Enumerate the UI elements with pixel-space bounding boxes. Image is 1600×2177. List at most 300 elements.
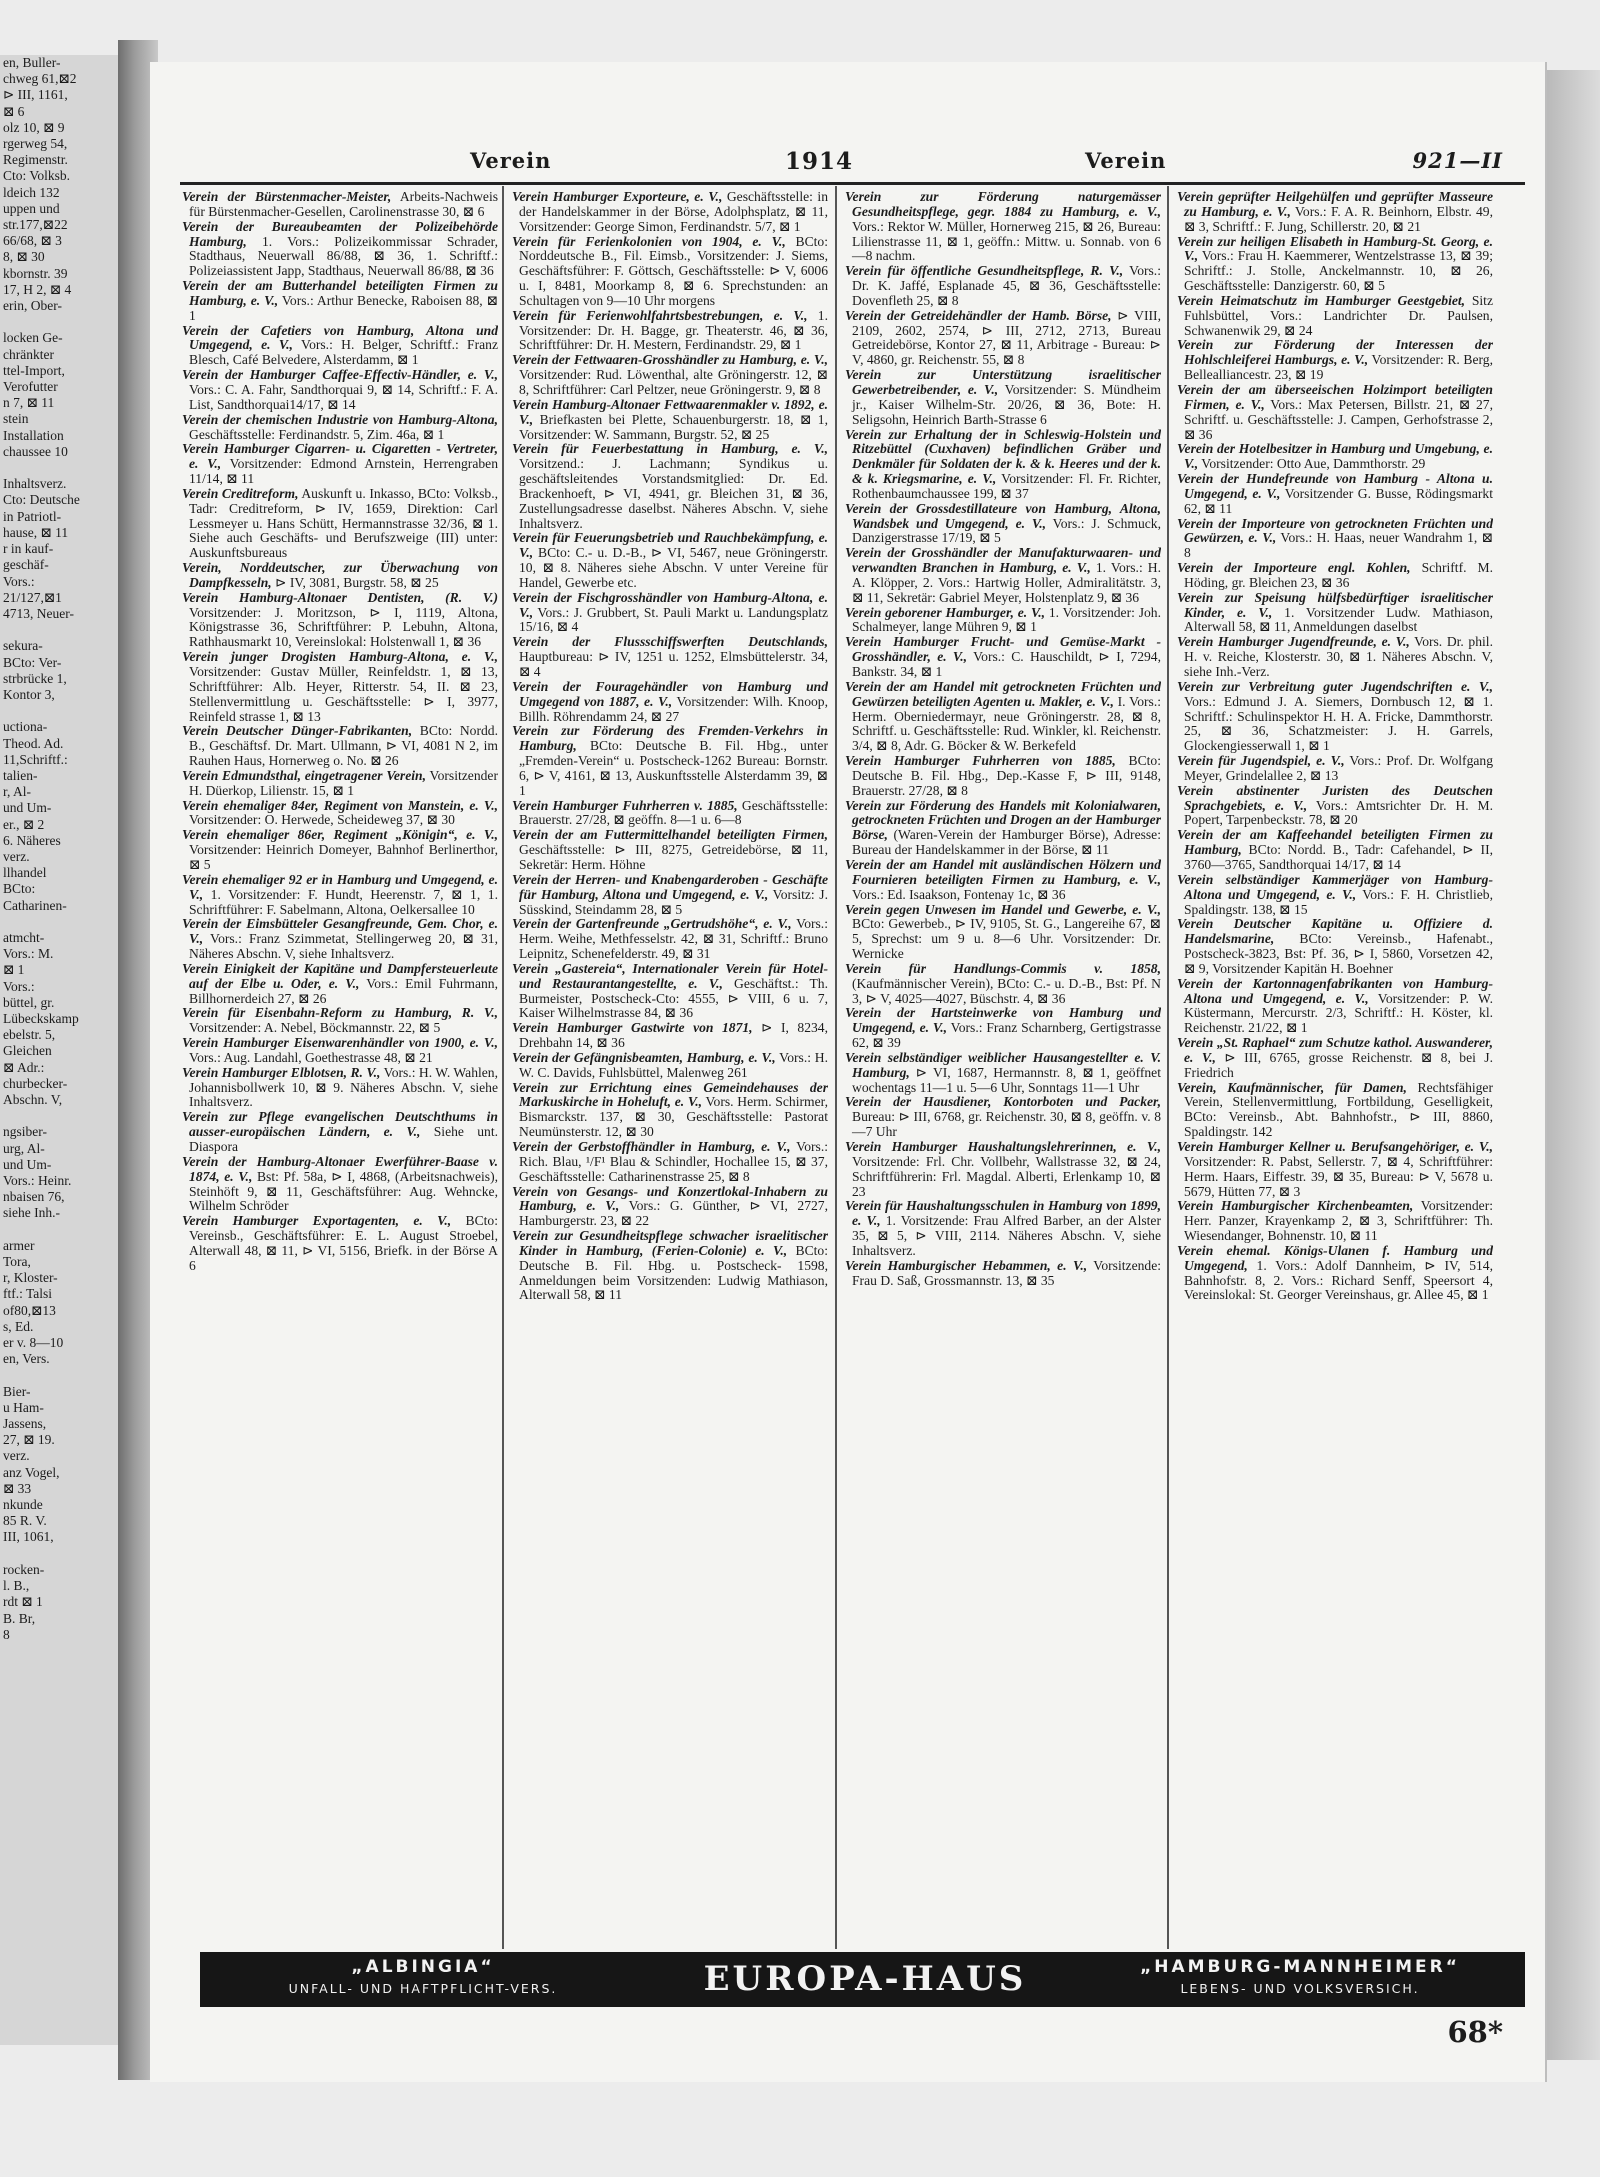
entry-details: Vorsitzender: Otto Aue, Dammthorstr. 29 <box>1198 456 1426 472</box>
left-page-line: Regimenstr. <box>3 152 68 168</box>
entry-heading: Verein Hamburger Fuhrherren von 1885, <box>845 753 1116 769</box>
entry-heading: Verein Hamburger Frucht- und Gemüse-Markt - Grosshändler, e. V., <box>845 634 1161 665</box>
entry-details: Geschäftst.: Th. Burmeister, Postscheck-Cto: 4555, ⊳ VIII, 6 u. 7, Kaiser Wilhelmstrasse 84, ⊠ 36 <box>519 975 828 1021</box>
entry-heading: Verein zur Unterstützung israelitischer Gewerbetreibender, e. V., <box>845 367 1161 397</box>
entry-heading: Verein der Hartsteinwerke von Hamburg und Umgegend, e. V., <box>845 1005 1161 1036</box>
entry-heading: Verein Hamburger Elblotsen, R. V., <box>182 1064 381 1080</box>
directory-entry <box>510 635 828 680</box>
directory-entry <box>843 1006 1161 1051</box>
entry-details: Vorsitz: J. Süsskind, Steindamm 28, ⊠ 5 <box>519 886 828 917</box>
entry-details: Geschäftsstelle: ⊳ III, 8275, Getreidebörse, ⊠ 11, Sekretär: Herm. Höhne <box>519 842 828 872</box>
entry-heading: Verein selbständiger weiblicher Hausangestellter e. V. Hamburg, <box>845 1049 1161 1080</box>
entry-details: Vors.: Franz Scharnberg, Gertigstrasse 62, ⊠ 39 <box>852 1020 1161 1051</box>
entry-heading: Verein der am Futtermittelhandel beteiligten Firmen, <box>512 827 828 843</box>
entry-heading: Verein der Hamburger Caffee-Effectiv-Händler, e. V., <box>182 367 498 383</box>
left-page-line: of80,⊠13 <box>3 1302 56 1318</box>
entry-heading: Verein, Norddeutscher, zur Überwachung von Dampfkesseln, <box>182 560 498 590</box>
entry-heading: Verein Hamburger Fuhrherren v. 1885, <box>512 797 738 813</box>
entry-details: 1. Vors.: H. A. Klöpper, 2. Vors.: Hartwig Holler, Admiralitätstr. 3, ⊠ 11, Sekretär: Gabriel Meyer, Holstenplatz 9, ⊠ 36 <box>852 560 1161 605</box>
entry-details: ⊳ VIII, 2109, 2602, 2574, ⊳ III, 2712, 2713, Bureau Getreidebörse, Kontor 27, ⊠ 11, Arbitrage - Bureau: ⊳ V, 4860, gr. Reichenstr. 55, ⊠ 8 <box>852 307 1161 368</box>
directory-entry <box>843 680 1161 754</box>
entry-heading: Verein Deutscher Dünger-Fabrikanten, <box>182 723 413 739</box>
directory-entry <box>510 1081 828 1140</box>
left-page-line: 4713, Neuer- <box>3 605 74 621</box>
entry-heading: Verein „St. Raphael“ zum Schutze kathol. Auswanderer, e. V., <box>1177 1035 1493 1065</box>
directory-entry <box>180 1155 498 1214</box>
left-page-line: 66/68, ⊠ 3 <box>3 233 62 249</box>
directory-entry <box>843 606 1161 636</box>
entry-heading: Verein für Jugendspiel, e. V., <box>1177 753 1345 769</box>
directory-entry <box>843 903 1161 962</box>
column-divider <box>1167 186 1169 1949</box>
left-page-line: rgerweg 54, <box>3 136 68 152</box>
entry-details: Vors.: F. A. R. Beinhorn, Elbstr. 49, ⊠ 3, Schriftf.: F. Jung, Schillerstr. 20, ⊠ 21 <box>1184 203 1493 234</box>
entry-heading: Verein zur Pflege evangelischen Deutschthums in ausser-europäischen Ländern, e. V., <box>182 1109 498 1140</box>
left-page-line: Cto: Volksb. <box>3 168 71 184</box>
entry-heading: Verein zur Förderung naturgemässer Gesundheitspflege, gegr. 1884 zu Hamburg, e. V., <box>845 190 1161 219</box>
left-page-line: anz Vogel, <box>3 1464 60 1480</box>
entry-details: ⊳ I, 8234, Drehbahn 14, ⊠ 36 <box>519 1020 828 1051</box>
left-page-line: und Um- <box>3 1156 52 1172</box>
entry-heading: Verein Einigkeit der Kapitäne und Dampfersteuerleute auf der Elbe u. Oder, e. V., <box>182 960 498 991</box>
left-page-line: chweg 61,⊠2 <box>3 71 77 87</box>
left-page-line: stein <box>3 411 29 427</box>
entry-details: Geschäftsstelle: Brauerstr. 27/28, ⊠ geöffn. 8—1 u. 6—8 <box>519 797 828 828</box>
ad-albingia-title: „ALBINGIA“ <box>351 1957 495 1977</box>
entry-heading: Verein Hamburger Exportagenten, e. V., <box>182 1213 452 1229</box>
entry-heading: Verein der Grosshändler der Manufakturwaaren- und verwandten Branchen in Hamburg, e. V., <box>845 545 1161 576</box>
entry-heading: Verein zur Förderung des Handels mit Kolonialwaren, getrockneten Früchten und Drogen an der Hamburger Börse, <box>845 797 1161 843</box>
entry-details: 1. Vors.: Adolf Dannheim, ⊳ IV, 514, Bahnhofstr. 8, 2. Vors.: Richard Senff, Speersort 4, Vereinslokal: St. Georger Vereinshaus, gr. Allee 45, ⊠ 1 <box>1184 1257 1493 1303</box>
directory-entry <box>510 680 828 725</box>
left-page-line: 11,Schriftf.: <box>3 751 68 767</box>
entry-details: 1. Vorsitzende: Frau Alfred Barber, an der Alster 35, ⊠ 5, ⊳ VIII, 2114. Näheres Abschn. V, siehe Inhaltsverz. <box>852 1213 1161 1258</box>
left-page-line <box>0 460 132 476</box>
directory-entry <box>510 190 828 235</box>
entry-heading: Verein der am Handel mit getrockneten Früchten und Gewürzen beteiligten Agenten u. Makler, e. V., <box>845 678 1161 709</box>
directory-entry <box>180 1214 498 1273</box>
entry-heading: Verein der Gerbstoffhändler in Hamburg, e. V., <box>512 1139 791 1154</box>
entry-heading: Verein für öffentliche Gesundheitspflege, R. V., <box>845 263 1124 279</box>
entry-heading: Verein der Importeure engl. Kohlen, <box>1177 560 1411 576</box>
left-page-line: siehe Inh.- <box>3 1205 60 1221</box>
entry-heading: Verein geprüfter Heilgehülfen und geprüfter Masseure zu Hamburg, e. V., <box>1177 190 1493 219</box>
entry-details: 1. Vorsitzender: Joh. Schalmeyer, lange Mühren 9, ⊠ 1 <box>852 604 1161 635</box>
directory-entry <box>180 368 498 413</box>
entry-details: Vors.: H. Haas, neuer Wandrahm 1, ⊠ 8 <box>1184 530 1493 561</box>
directory-entry <box>180 413 498 443</box>
directory-entry <box>510 1185 828 1230</box>
column-3 <box>843 190 1161 1945</box>
directory-entry <box>510 309 828 354</box>
entry-details: Vors.: Ed. Isaakson, Fontenay 1c, ⊠ 36 <box>852 886 1066 902</box>
entry-heading: Verein von Gesangs- und Konzertlokal-Inhabern zu Hamburg, e. V., <box>512 1183 828 1214</box>
left-page-line: en, Vers. <box>3 1351 50 1367</box>
entry-details: Briefkasten bei Plette, Schauenburgerstr. 18, ⊠ 1, Vorsitzender: W. Sammann, Burgstr. 52, ⊠ 25 <box>519 411 828 442</box>
entry-details: Vorsitzender: Heinrich Domeyer, Bahnhof Berlinerthor, ⊠ 5 <box>189 842 498 872</box>
entry-heading: Verein der Hamburg-Altonaer Ewerführer-Baase v. 1874, e. V., <box>182 1153 498 1184</box>
left-page-line <box>0 1108 132 1124</box>
directory-entry <box>843 754 1161 799</box>
entry-heading: Verein Hamburgischer Hebammen, e. V., <box>845 1257 1088 1273</box>
left-page-line: talien- <box>3 767 38 783</box>
entry-details: Vors.: Dr. K. Jaffé, Esplanade 45, ⊠ 36, Geschäftsstelle: Dovenfleth 25, ⊠ 8 <box>852 263 1161 308</box>
directory-entry <box>180 724 498 769</box>
left-page-line: 8, ⊠ 30 <box>3 249 45 265</box>
left-page-line: Vors.: M. <box>3 946 54 962</box>
directory-entry <box>180 324 498 369</box>
entry-details: Vorsitzender: S. Mündheim jr., Kaiser Wilhelm-Str. 20/26, ⊠ 36, Bote: H. Seligsohn, Heinrich Barth-Strasse 6 <box>852 381 1161 427</box>
directory-entry <box>510 1140 828 1185</box>
entry-heading: Verein Hamburger Exporteure, e. V., <box>512 190 723 204</box>
entry-details: BCto: Nordd. B., Tadr: Cafehandel, ⊳ II, 3760—3765, Sandthorquai 14/17, ⊠ 14 <box>1184 842 1493 872</box>
entry-details: ⊳ III, 6765, grosse Reichenstr. ⊠ 8, bei J. Friedrich <box>1184 1049 1493 1080</box>
entry-heading: Verein zur Speisung hülfsbedürftiger israelitischer Kinder, e. V., <box>1177 589 1493 620</box>
ad-europa-haus-title: EUROPA-HAUS <box>703 1959 1027 1999</box>
left-page-line: ⊠ 1 <box>3 962 25 978</box>
left-page-line: 17, H 2, ⊠ 4 <box>3 281 72 297</box>
entry-heading: Verein abstinenter Juristen des Deutschen Sprachgebiets, e. V., <box>1177 782 1493 813</box>
left-page-line: chränkter <box>3 346 54 362</box>
entry-heading: Verein Hamburg-Altonaer Fettwaarenmakler v. 1892, e. V., <box>512 396 828 427</box>
left-page-line: ttel-Import, <box>3 362 65 378</box>
entry-details: Vorsitzender: Gustav Müller, Reinfeldstr. 1, ⊠ 13, Schriftführer: Alb. Heyer, Ritterstr. 54, II. ⊠ 23, Stellenvermittlung u. Geschäftsstelle: ⊳ I, 3977, Reinfeld strasse 1, ⊠ 13 <box>189 664 498 724</box>
left-page-line: Kontor 3, <box>3 686 55 702</box>
directory-entry <box>510 917 828 962</box>
left-page-line: en, Buller- <box>3 55 61 70</box>
left-page-line <box>0 703 132 719</box>
entry-details: Schriftf. M. Höding, gr. Bleichen 23, ⊠ 36 <box>1184 560 1493 590</box>
entry-heading: Verein für Feuerbestattung in Hamburg, e. V., <box>512 441 828 457</box>
entry-details: BCto: C.- u. D.-B., ⊳ VI, 5467, neue Gröningerstr. 10, ⊠ 8. Näheres siehe Abschn. V unter Vereine für Handel, Gewerbe etc. <box>519 545 828 590</box>
left-page-line: str.177,⊠22 <box>3 217 68 233</box>
left-page-line: n 7, ⊠ 11 <box>3 395 55 411</box>
left-page-line: in Patriotl- <box>3 508 62 524</box>
header-rule <box>180 182 1525 185</box>
left-page-line: churbecker- <box>3 1075 68 1091</box>
ad-hamburg-mannheimer <box>1085 1957 1515 1996</box>
directory-entry <box>180 279 498 324</box>
entry-heading: Verein ehemaliger 86er, Regiment „Königin“, e. V., <box>182 827 498 843</box>
left-page-line: u Ham- <box>3 1399 44 1415</box>
entry-details: Vors.: Herm. Weihe, Methfesselstr. 42, ⊠ 31, Schriftf.: Bruno Leipnitz, Schenefelderstr. 49, ⊠ 31 <box>519 916 828 962</box>
left-page-line: uctiona- <box>3 719 48 735</box>
page-number: 921—II <box>1412 148 1503 173</box>
column-2 <box>510 190 828 1945</box>
directory-entry <box>1175 635 1493 680</box>
left-page-line: ngsiber- <box>3 1124 47 1140</box>
entry-details: Vorsitzender: Edmond Arnstein, Herrengraben 11/14, ⊠ 11 <box>189 456 498 487</box>
entry-details: Auskunft u. Inkasso, BCto: Volksb., Tadr: Creditreform, ⊳ IV, 1659, Direktion: Carl Lessmeyer u. Hans Schütt, Hermannstrasse 32/36, ⊠ 1. Siehe auch Geschäfts- und Berufszweige (III) unter: Auskunftsbureaus <box>189 485 498 561</box>
entry-heading: Verein „Gastereia“, Internationaler Verein für Hotel- und Restaurantangestellte, e. V., <box>512 960 828 991</box>
entry-heading: Verein Heimatschutz im Hamburger Geestgebiet, <box>1177 292 1466 308</box>
entry-heading: Verein der Getreidehändler der Hamb. Börse, <box>845 307 1112 323</box>
entry-details: Vors.: Edmund J. A. Siemers, Dornbusch 12, ⊠ 1. Schriftf.: Schulinspektor H. H. A. Fricke, Dammthorstr. 25, ⊠ 36, Schatzmeister: J. H. Garrels, Glockengiesserwall 1, ⊠ 1 <box>1184 693 1493 754</box>
directory-entry <box>1175 190 1493 235</box>
left-page-line: nbaisen 76, <box>3 1189 65 1205</box>
left-page-line: geschäf- <box>3 557 49 573</box>
left-page-line: nkunde <box>3 1497 43 1513</box>
entry-details: Hauptbureau: ⊳ IV, 1251 u. 1252, Elmsbüttelerstr. 34, ⊠ 4 <box>519 649 828 679</box>
entry-details: Vors.: Franz Szimmetat, Stellingerweg 20, ⊠ 31, Näheres Abschn. V, siehe Inhaltsverz. <box>189 931 498 962</box>
entry-details: Vors.: H. Belger, Schriftf.: Franz Blesch, Café Belvedere, Alsterdamm, ⊠ 1 <box>189 337 498 368</box>
directory-entry <box>843 190 1161 264</box>
entry-heading: Verein für Haushaltungsschulen in Hamburg von 1899, e. V., <box>845 1198 1161 1229</box>
entry-details: Vorsitzender: A. Nebel, Böckmannstr. 22, ⊠ 5 <box>189 1020 441 1036</box>
left-page-line: Cto: Deutsche <box>3 492 80 508</box>
entry-details: BCto: Deutsche B. Fil. Hbg., Dep.-Kasse F, ⊳ III, 9148, Brauerstr. 27/28, ⊠ 8 <box>852 753 1161 798</box>
left-page-line: atmcht- <box>3 929 45 945</box>
directory-entry <box>843 1199 1161 1258</box>
entry-heading: Verein für Handlungs-Commis v. 1858, <box>845 960 1161 976</box>
page-edge <box>1545 70 1600 2060</box>
left-page-line: chaussee 10 <box>3 443 68 459</box>
entry-heading: Verein der Flussschiffswerften Deutschlands, <box>512 634 828 650</box>
sheet-signature: 68* <box>1447 2015 1503 2049</box>
entry-heading: Verein geborener Hamburger, e. V., <box>845 604 1046 620</box>
entry-heading: Verein der chemischen Industrie von Hamburg-Altona, <box>182 411 498 427</box>
entry-heading: Verein, Kaufmännischer, für Damen, <box>1177 1079 1407 1095</box>
entry-heading: Verein der Hausdiener, Kontorboten und Packer, <box>845 1094 1161 1110</box>
entry-heading: Verein Hamburger Haushaltungslehrerinnen, e. V., <box>845 1139 1161 1154</box>
entry-heading: Verein Hamburger Gastwirte von 1871, <box>512 1020 753 1036</box>
ad-albingia-subtitle: UNFALL- UND HAFTPFLICHT-VERS. <box>288 1981 558 1996</box>
left-page-line <box>0 1222 132 1238</box>
directory-entry <box>1175 442 1493 472</box>
directory-entry <box>510 353 828 398</box>
entry-details: ⊳ IV, 3081, Burgstr. 58, ⊠ 25 <box>271 574 439 590</box>
left-page-line: r, Kloster- <box>3 1270 58 1286</box>
left-page-line: verz. <box>3 848 30 864</box>
entry-details: I. Vors.: Herm. Oberniedermayr, neue Gröningerstr. 28, ⊠ 8, Schriftf. u. Geschäftsstelle: Rud. Winkler, kl. Reichenstr. 3/4, ⊠ 8, Adr. G. Böcker & W. Berkefeld <box>852 693 1161 754</box>
entry-heading: Verein Deutscher Kapitäne u. Offiziere d. Handelsmarine, <box>1177 916 1493 947</box>
entry-heading: Verein für Feuerungsbetrieb und Rauchbekämpfung, e. V., <box>512 530 828 561</box>
entry-heading: Verein gegen Unwesen im Handel und Gewerbe, e. V., <box>845 901 1161 917</box>
ad-hamburg-mannheimer-title: „HAMBURG-MANNHEIMER“ <box>1140 1957 1460 1977</box>
directory-entry <box>1175 591 1493 636</box>
directory-entry <box>1175 1036 1493 1081</box>
directory-entry <box>1175 680 1493 754</box>
directory-entry <box>180 650 498 724</box>
entry-details: (Kaufmännischer Verein), BCto: C.- u. D.-B., Bst: Pf. N 3, ⊳ V, 4025—4027, Büschstr. 4, ⊠ 36 <box>852 975 1161 1006</box>
left-page-line: er., ⊠ 2 <box>3 816 45 832</box>
column-1 <box>180 190 498 1945</box>
directory-entry <box>843 309 1161 368</box>
left-page-line: ebelstr. 5, <box>3 1027 56 1043</box>
entry-heading: Verein der Importeure von getrockneten Früchten und Gewürzen, e. V., <box>1177 515 1493 546</box>
entry-heading: Verein ehemaliger 92 er in Hamburg und Umgegend, e. V., <box>182 871 498 902</box>
left-page-line: llhandel <box>3 865 47 881</box>
directory-entry <box>1175 828 1493 873</box>
left-page-line: Catharinen- <box>3 897 67 913</box>
entry-heading: Verein der am überseeischen Holzimport beteiligten Firmen, e. V., <box>1177 381 1493 412</box>
entry-heading: Verein der Gartenfreunde „Gertrudshöhe“, e. V., <box>512 916 792 932</box>
directory-entry <box>510 873 828 918</box>
directory-entry <box>1175 754 1493 784</box>
entry-heading: Verein der Bürstenmacher-Meister, <box>182 190 392 204</box>
entry-details: BCto: Gewerbeb., ⊳ IV, 9105, St. G., Langereihe 67, ⊠ 5, Sprechst: um 9 u. 8—6 Uhr. Vorsitzender: Dr. Wernicke <box>852 916 1161 962</box>
left-page-line: rocken- <box>3 1561 45 1577</box>
entry-details: Bureau: ⊳ III, 6768, gr. Reichenstr. 30, ⊠ 8, geöffn. v. 8—7 Uhr <box>852 1109 1161 1140</box>
entry-details: Vors. Herm. Schirmer, Bismarckstr. 137, ⊠ 30, Geschäftsstelle: Pastorat Neumünsterstr. 12, ⊠ 30 <box>519 1094 828 1140</box>
entry-heading: Verein zur Gesundheitspflege schwacher israelitischer Kinder in Hamburg, (Ferien-Colonie) e. V., <box>512 1228 828 1258</box>
entry-details: Geschäftsstelle: in der Handelskammer in der Börse, Adolphsplatz, ⊠ 11, Vorsitzender: George Simon, Ferdinandstr. 5/7, ⊠ 1 <box>519 190 828 234</box>
entry-heading: Verein der Fettwaaren-Grosshändler zu Hamburg, e. V., <box>512 352 828 368</box>
left-page-line: BCto: Ver- <box>3 654 62 670</box>
left-page-line: 27, ⊠ 19. <box>3 1432 55 1448</box>
directory-entry <box>510 591 828 636</box>
directory-entry <box>1175 1244 1493 1303</box>
directory-page <box>150 62 1547 2082</box>
entry-details: Vors.: Arthur Benecke, Raboisen 88, ⊠ 1 <box>189 292 498 323</box>
directory-entry <box>510 828 828 873</box>
directory-entry <box>180 442 498 487</box>
column-divider <box>502 186 504 1949</box>
directory-entry <box>843 368 1161 427</box>
left-page-line: uppen und <box>3 200 60 216</box>
left-page-line: ftf.: Talsi <box>3 1286 53 1302</box>
entry-heading: Verein zur Erhaltung der in Schleswig-Holstein und Ritzebüttel (Cuxhaven) befindlichen Gräber und Denkmäler für Soldaten der k. & k. Heeres und der k. & k. Kriegsmarine, e. V., <box>845 426 1161 487</box>
left-page-line: 21/127,⊠1 <box>3 589 62 605</box>
directory-entry <box>1175 1081 1493 1140</box>
entry-heading: Verein für Eisenbahn-Reform zu Hamburg, R. V., <box>182 1005 498 1021</box>
entry-details: Vors.: C. Hauschildt, ⊳ I, 7294, Bankstr. 34, ⊠ 1 <box>852 649 1161 679</box>
directory-entry <box>843 546 1161 605</box>
directory-entry <box>1175 873 1493 918</box>
directory-entry <box>180 873 498 918</box>
entry-heading: Verein Hamburger Kellner u. Berufsangehöriger, e. V., <box>1177 1139 1493 1154</box>
entry-details: Vors.: Emil Fuhrmann, Billhornerdeich 27, ⊠ 26 <box>189 975 498 1006</box>
left-page-line: ⊠ 33 <box>3 1480 32 1496</box>
left-page-line: Tora, <box>3 1254 31 1270</box>
left-page-line: ⊠ Adr.: <box>3 1059 45 1075</box>
entry-details: Vors.: Rektor W. Müller, Hornerweg 215, ⊠ 26, Bureau: Lilienstrasse 11, ⊠ 1, geöffn.: Mittw. u. Sonnab. von 6—8 nachm. <box>852 218 1161 264</box>
left-page-line: s, Ed. <box>3 1318 34 1334</box>
page-header <box>150 144 1545 176</box>
entry-details: Vors.: H. W. C. Davids, Fuhlsbüttel, Malenweg 261 <box>519 1049 828 1080</box>
left-page-line: Inhaltsverz. <box>3 476 67 492</box>
directory-entry <box>180 1110 498 1155</box>
left-page-line: Vors.: <box>3 978 35 994</box>
directory-entry <box>843 635 1161 680</box>
directory-entry <box>1175 338 1493 383</box>
directory-entry <box>180 1006 498 1036</box>
left-page-line: urg, Al- <box>3 1140 45 1156</box>
entry-details: Vors.: Frau H. Kaemmerer, Wentzelstrasse 13, ⊠ 39; Schriftf.: J. Stolle, Anckelmannstr. 10, ⊠ 26, Geschäftsstelle: Danzigerstr. 60, ⊠ 5 <box>1184 248 1493 294</box>
left-page-line: Theod. Ad. <box>3 735 64 751</box>
directory-entry <box>510 531 828 590</box>
entry-details: Vors.: F. H. Christlieb, Spaldingstr. 138, ⊠ 15 <box>1184 886 1493 917</box>
entry-details: Vors. Dr. phil. H. v. Reiche, Klosterstr. 30, ⊠ 1. Näheres Abschn. V, siehe Inh.-Verz. <box>1184 634 1493 679</box>
directory-entry <box>510 962 828 1021</box>
left-page-line: und Um- <box>3 800 52 816</box>
entry-heading: Verein zur heiligen Elisabeth in Hamburg-St. Georg, e. V., <box>1177 233 1493 264</box>
entry-heading: Verein Creditreform, <box>182 485 299 501</box>
directory-entry <box>843 858 1161 903</box>
entry-details: Vorsitzender: O. Herwede, Scheideweg 37, ⊠ 30 <box>189 812 455 828</box>
directory-entry <box>510 799 828 829</box>
left-page-line: l. B., <box>3 1578 30 1594</box>
directory-entry <box>180 917 498 962</box>
entry-heading: Verein Hamburg-Altonaer Dentisten, (R. V.) <box>182 589 498 605</box>
directory-entry <box>1175 472 1493 517</box>
left-page-line: strbrücke 1, <box>3 670 67 686</box>
entry-details: Vors.: C. A. Fahr, Sandthorquai 9, ⊠ 14, Schriftf.: F. A. List, Sandthorquai14/17, ⊠ 14 <box>189 381 498 412</box>
directory-entry <box>510 1229 828 1303</box>
directory-entry <box>1175 235 1493 294</box>
entry-details: Vorsitzender: R. Pabst, Sellerstr. 7, ⊠ 4, Schriftführer: Herm. Haars, Eiffestr. 39, ⊠ 35, Bureau: ⊳ V, 5678 u. 5679, Hütten 77, ⊠ 3 <box>1184 1153 1493 1199</box>
directory-entry <box>843 1051 1161 1096</box>
entry-heading: Verein ehemal. Königs-Ulanen f. Hamburg und Umgegend, <box>1177 1242 1493 1273</box>
entry-heading: Verein Hamburgischer Kirchenbeamten, <box>1177 1198 1414 1214</box>
left-page-line: ⊳ III, 1161, <box>3 87 68 103</box>
entry-details: Vors.: Aug. Landahl, Goethestrasse 48, ⊠ 21 <box>189 1049 433 1065</box>
entry-details: Vors.: J. Schmuck, Danzigerstrasse 17/19, ⊠ 5 <box>852 515 1161 546</box>
entry-details: (Waren-Verein der Hamburger Börse), Adresse: Bureau der Handelskammer in der Börse, ⊠ 11 <box>852 827 1161 858</box>
entry-details: Vorsitzende: Frl. Chr. Vollbehr, Wallstrasse 32, ⊠ 24, Schriftführerin: Frl. Magdal. Alberti, Erlenkamp 10, ⊠ 23 <box>852 1153 1161 1199</box>
left-page-line: B. Br, <box>3 1610 36 1626</box>
entry-heading: Verein der Herren- und Knabengarderoben - Geschäfte für Hamburg, Altona und Umgegend, e. V., <box>512 871 828 902</box>
entry-details: ⊳ VI, 1687, Hermannstr. 8, ⊠ 1, geöffnet wochentags 11—1 u. 5—6 Uhr, Sonntags 11—1 Uhr <box>852 1064 1161 1095</box>
entry-heading: Verein zur Verbreitung guter Jugendschriften e. V., <box>1177 678 1493 694</box>
entry-heading: Verein der Grossdestillateure von Hamburg, Altona, Wandsbek und Umgegend, e. V., <box>845 500 1161 531</box>
left-page-line: hause, ⊠ 11 <box>3 524 69 540</box>
entry-heading: Verein der Hundefreunde von Hamburg - Altona u. Umgegend, e. V., <box>1177 471 1493 501</box>
left-page-line: 8 <box>3 1626 10 1642</box>
directory-entry <box>843 962 1161 1007</box>
entry-heading: Verein der Kartonnagenfabrikanten von Hamburg-Altona und Umgegend, e. V., <box>1177 975 1493 1006</box>
directory-entry <box>510 235 828 309</box>
entry-details: Vorsitzender: Herr. Panzer, Krayenkamp 2, ⊠ 3, Schriftführer: Th. Wiesendanger, Bohnenstr. 10, ⊠ 11 <box>1184 1198 1493 1244</box>
entry-details: Vors.: Rich. Blau, ¹/F¹ Blau & Schindler, Hochallee 15, ⊠ 37, Geschäftsstelle: Catharinenstrasse 25, ⊠ 8 <box>519 1139 828 1184</box>
directory-entry <box>1175 383 1493 442</box>
left-page-line: ⊠ 6 <box>3 103 25 119</box>
entry-details: Vors.: H. W. Wahlen, Johannisbollwerk 10, ⊠ 9. Näheres Abschn. V, siehe Inhaltsverz. <box>189 1064 498 1110</box>
directory-entry <box>180 799 498 829</box>
entry-heading: Verein der Hotelbesitzer in Hamburg und Umgebung, e. V., <box>1177 441 1493 472</box>
left-page-line: BCto: <box>3 881 36 897</box>
ad-europa-haus <box>655 1957 1075 2001</box>
directory-entry <box>843 799 1161 858</box>
entry-heading: Verein der Bureaubeamten der Polizeibehörde Hamburg, <box>182 218 498 249</box>
entry-details: Vorsitzend.: J. Lachmann; Syndikus u. geschäftsleitendes Vorstandsmitglied: Dr. Ed. Brackenhoeft, ⊳ VI, 4941, gr. Bleichen 31, ⊠ 36, Zustellungsadresse daselbst. Näheres Abschn. V, siehe Inhaltsverz. <box>519 456 828 531</box>
directory-entry <box>180 828 498 873</box>
entry-details: Vorsitzender: J. Moritzson, ⊳ I, 1119, Altona, Königstrasse 36, Schriftführer: P. Lebuhn, Altona, Rathhausmarkt 10, Vereinslokal: Holstenwall 1, ⊠ 36 <box>189 604 498 650</box>
entry-details: Vorsitzender: R. Berg, Bellealliancestr. 23, ⊠ 19 <box>1184 352 1493 383</box>
directory-entry <box>843 502 1161 547</box>
directory-entry <box>510 398 828 443</box>
entry-details: Vors.: J. Grubbert, St. Pauli Markt u. Landungsplatz 15/16, ⊠ 4 <box>519 604 828 635</box>
left-page-line: verz. <box>3 1448 30 1464</box>
entry-heading: Verein zur Errichtung eines Gemeindehauses der Markuskirche in Hoheluft, e. V., <box>512 1079 828 1110</box>
directory-entry <box>1175 517 1493 562</box>
entry-heading: Verein der Cafetiers von Hamburg, Altona und Umgegend, e. V., <box>182 322 498 353</box>
directory-entry <box>1175 294 1493 339</box>
directory-entry <box>510 724 828 798</box>
directory-entry <box>510 1021 828 1051</box>
entry-heading: Verein der Gefängnisbeamten, Hamburg, e. V., <box>512 1049 776 1065</box>
entry-details: Vorsitzender: Fl. Fr. Richter, Rothenbaumchaussee 199, ⊠ 37 <box>852 471 1161 501</box>
entry-details: Vorsitzende: Frau D. Saß, Grossmannstr. 13, ⊠ 35 <box>852 1257 1161 1288</box>
entry-details: Siehe unt. Diaspora <box>189 1124 498 1154</box>
entry-details: 1. Vorsitzender Ludw. Mathiason, Alterwall 58, ⊠ 11, Anmeldungen daselbst <box>1184 604 1493 635</box>
directory-entry <box>843 428 1161 502</box>
directory-entry <box>180 962 498 1007</box>
entry-heading: Verein Hamburger Cigarren- u. Cigaretten - Vertreter, e. V., <box>182 441 498 472</box>
entry-details: Vorsitzender H. Düerkop, Lilienstr. 15, ⊠ 1 <box>189 767 498 798</box>
entry-heading: Verein der Fouragehändler von Hamburg und Umgegend von 1887, e. V., <box>512 678 828 709</box>
directory-entry <box>180 190 498 220</box>
